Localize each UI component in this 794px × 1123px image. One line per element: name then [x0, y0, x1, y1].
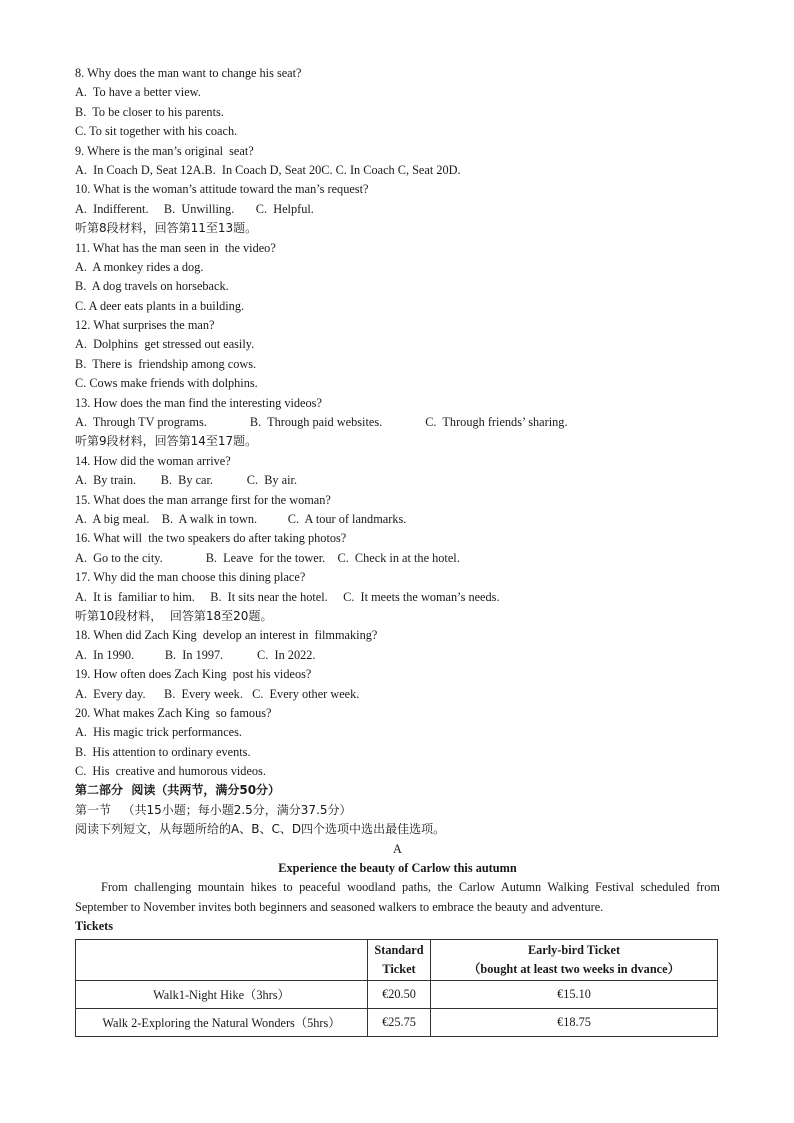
text-line: A. His magic trick performances. — [75, 725, 242, 740]
text-line: A. A monkey rides a dog. — [75, 259, 204, 274]
standard-ticket-header-line2: Ticket — [382, 961, 416, 976]
text-line: A. In 1990. B. In 1997. C. In 2022. — [75, 647, 316, 662]
question-lines — [75, 64, 720, 840]
text-line: A. Dolphins get stressed out easily. — [75, 337, 255, 352]
text-line: B. To be closer to his parents. — [75, 104, 224, 119]
early-bird-price-cell: €15.10 — [431, 980, 718, 1008]
table-header-cell — [431, 939, 718, 980]
text-line: C. To sit together with his coach. — [75, 124, 238, 139]
early-bird-header-line2: （bought at least two weeks in dvance） — [468, 961, 680, 976]
text-line: B. There is friendship among cows. — [75, 356, 257, 371]
text-line: A. Through TV programs. B. Through paid websites. C. Through friends’ sharing. — [75, 415, 568, 430]
text-line: B. His attention to ordinary events. — [75, 744, 251, 759]
text-line: A. By train. B. By car. C. By air. — [75, 473, 298, 488]
table-row — [76, 980, 718, 1008]
standard-price-cell: €25.75 — [368, 1008, 431, 1036]
text-line: 听第8段材料，回答第11至13题。 — [75, 221, 258, 236]
walk-name-cell: Walk1-Night Hike（3hrs） — [76, 980, 368, 1008]
text-line: B. A dog travels on horseback. — [75, 279, 229, 294]
text-line: 阅读下列短文，从每题所给的A、B、C、D四个选项中选出最佳选项。 — [75, 822, 446, 837]
text-line: 第二部分 阅读（共两节，满分50分） — [75, 783, 281, 798]
passage-body: From challenging mountain hikes to peaceful woodland paths, the Carlow Autumn Walking Festival scheduled from September to November invites both beginners and seasoned walkers to embrace the beauty and adventure. — [75, 880, 720, 914]
text-line: 14. How did the woman arrive? — [75, 453, 231, 468]
exam-page — [75, 64, 720, 1037]
text-line: 19. How often does Zach King post his videos? — [75, 667, 312, 682]
text-line: 8. Why does the man want to change his seat? — [75, 66, 302, 80]
text-line: C. A deer eats plants in a building. — [75, 298, 245, 313]
passage-label: A — [393, 841, 402, 856]
tickets-heading: Tickets — [75, 919, 114, 934]
text-line: 12. What surprises the man? — [75, 318, 215, 333]
standard-ticket-header-line1: Standard — [374, 942, 424, 957]
walk-name-cell: Walk 2-Exploring the Natural Wonders（5hrs） — [76, 1008, 368, 1036]
text-line: 17. Why did the man choose this dining place? — [75, 570, 306, 585]
text-line: A. Every day. B. Every week. C. Every other week. — [75, 686, 360, 701]
text-line: 10. What is the woman’s attitude toward the man’s request? — [75, 182, 369, 197]
text-line: 20. What makes Zach King so famous? — [75, 705, 272, 720]
text-line: 11. What has the man seen in the video? — [75, 240, 276, 255]
passage-title: Experience the beauty of Carlow this autumn — [278, 861, 517, 876]
text-line: 第一节 （共15小题；每小题2.5分，满分37.5分） — [75, 802, 352, 817]
text-line: A. To have a better view. — [75, 85, 201, 100]
table-row — [76, 1008, 718, 1036]
text-line: 听第9段材料，回答第14至17题。 — [75, 434, 258, 449]
text-line: C. His creative and humorous videos. — [75, 764, 266, 779]
table-header-cell — [76, 939, 368, 980]
text-line: C. Cows make friends with dolphins. — [75, 376, 258, 391]
text-line: 听第10段材料， 回答第18至20题。 — [75, 608, 273, 623]
table-header-row — [76, 939, 718, 980]
text-line: A. Indifferent. B. Unwilling. C. Helpful. — [75, 201, 314, 216]
text-line: A. It is familiar to him. B. It sits near the hotel. C. It meets the woman’s needs. — [75, 589, 500, 604]
text-line: 16. What will the two speakers do after taking photos? — [75, 531, 347, 546]
text-line: A. A big meal. B. A walk in town. C. A tour of landmarks. — [75, 511, 407, 526]
text-line: 13. How does the man find the interesting videos? — [75, 395, 322, 410]
text-line: 18. When did Zach King develop an interest in filmmaking? — [75, 628, 378, 643]
text-line: 15. What does the man arrange first for the woman? — [75, 492, 331, 507]
early-bird-price-cell: €18.75 — [431, 1008, 718, 1036]
standard-price-cell: €20.50 — [368, 980, 431, 1008]
text-line: A. Go to the city. B. Leave for the tower. C. Check in at the hotel. — [75, 550, 460, 565]
table-header-cell — [368, 939, 431, 980]
early-bird-header-line1: Early-bird Ticket — [527, 942, 621, 957]
text-line: A. In Coach D, Seat 12A.B. In Coach D, Seat 20C. C. In Coach C, Seat 20D. — [75, 162, 461, 177]
text-line: 9. Where is the man’s original seat? — [75, 143, 254, 158]
tickets-table — [75, 939, 718, 1037]
